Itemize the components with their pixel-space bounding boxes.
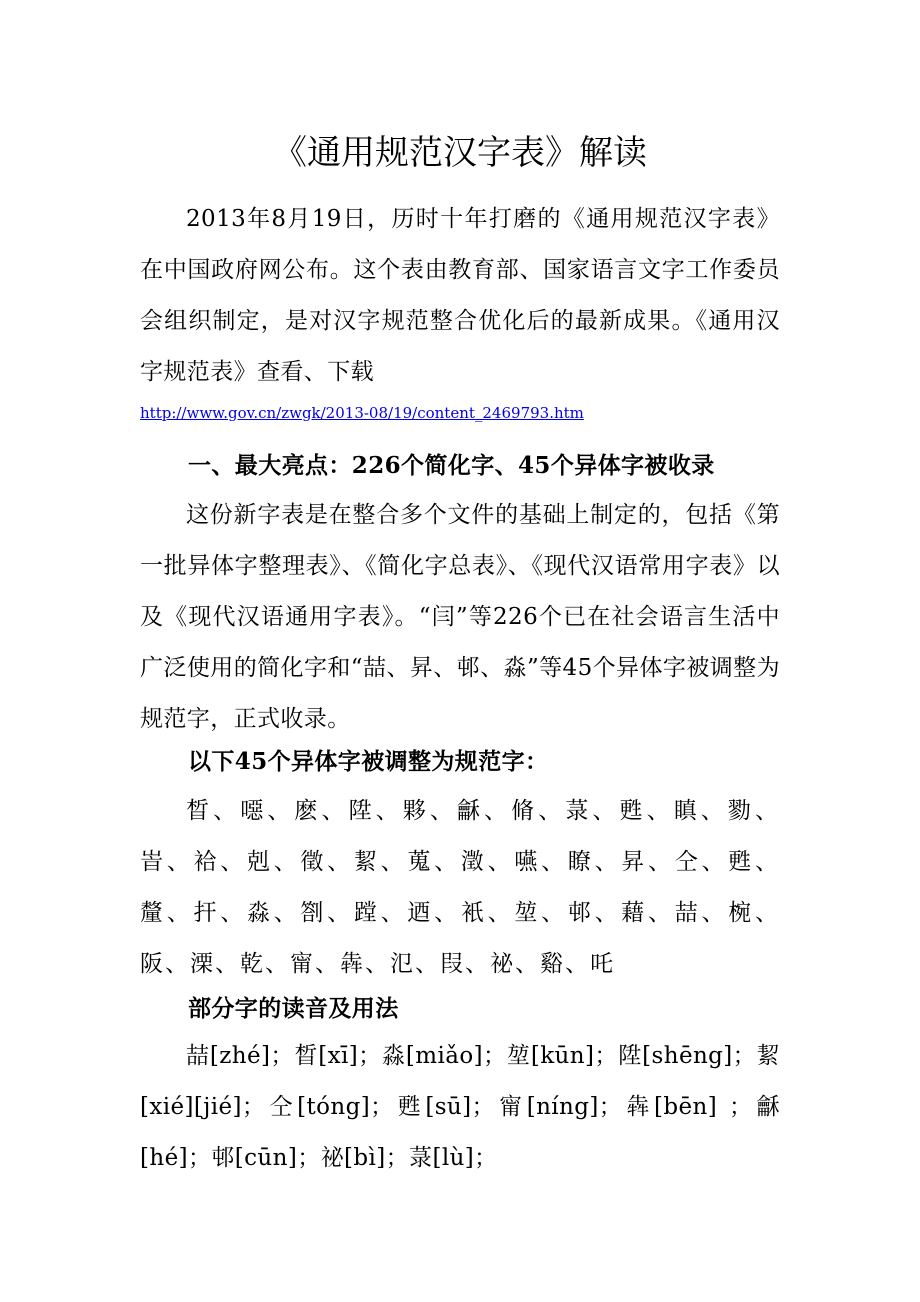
- variant-list-heading: 以下45个异体字被调整为规范字：: [188, 748, 549, 775]
- section-paragraph-highlights: 这份新字表是在整合多个文件的基础上制定的，包括《第一批异体字整理表》、《简化字总表》、《现代汉语常用字表》以及《现代汉语通用字表》。“闫”等226个已在社会语言生活中广泛使用的简化字和“喆、昇、邨、淼”等45个异体字被调整为规范字，正式收录。: [140, 502, 780, 732]
- pronunciation-heading: 部分字的读音及用法: [188, 995, 399, 1022]
- intro-paragraph: 2013年8月19日，历时十年打磨的《通用规范汉字表》在中国政府网公布。这个表由教育部、国家语言文字工作委员会组织制定，是对汉字规范整合优化后的最新成果。《通用汉字规范表》查看、下载: [140, 206, 780, 385]
- pronunciation-paragraph: 喆[zhé]；晳[xī]；淼[miǎo]；堃[kūn]；陞[shēng]；絜[xié][jié]；仝[tóng]；甦[sū]；甯[níng]；犇[bēn] ；龢[hé]；邨[cūn]；祕[bì]；菉[lù]；: [140, 1043, 780, 1171]
- content-link[interactable]: http://www.gov.cn/zwgk/2013-08/19/content_2469793.htm: [140, 404, 584, 422]
- section-heading-highlights: 一、最大亮点：226个简化字、45个异体字被收录: [188, 452, 715, 479]
- document-title: 《通用规范汉字表》解读: [273, 133, 647, 173]
- variant-character-list: 晳、噁、麽、陞、夥、龢、脩、菉、甦、瞋、勠、峕、袷、剋、徵、絜、蒐、澂、嚥、瞭、昇、仝、甦、釐、扞、淼、劄、蹚、迺、衹、堃、邨、藉、喆、椀、阪、溧、乾、甯、犇、氾、叚、祕、谿、吒: [140, 798, 780, 977]
